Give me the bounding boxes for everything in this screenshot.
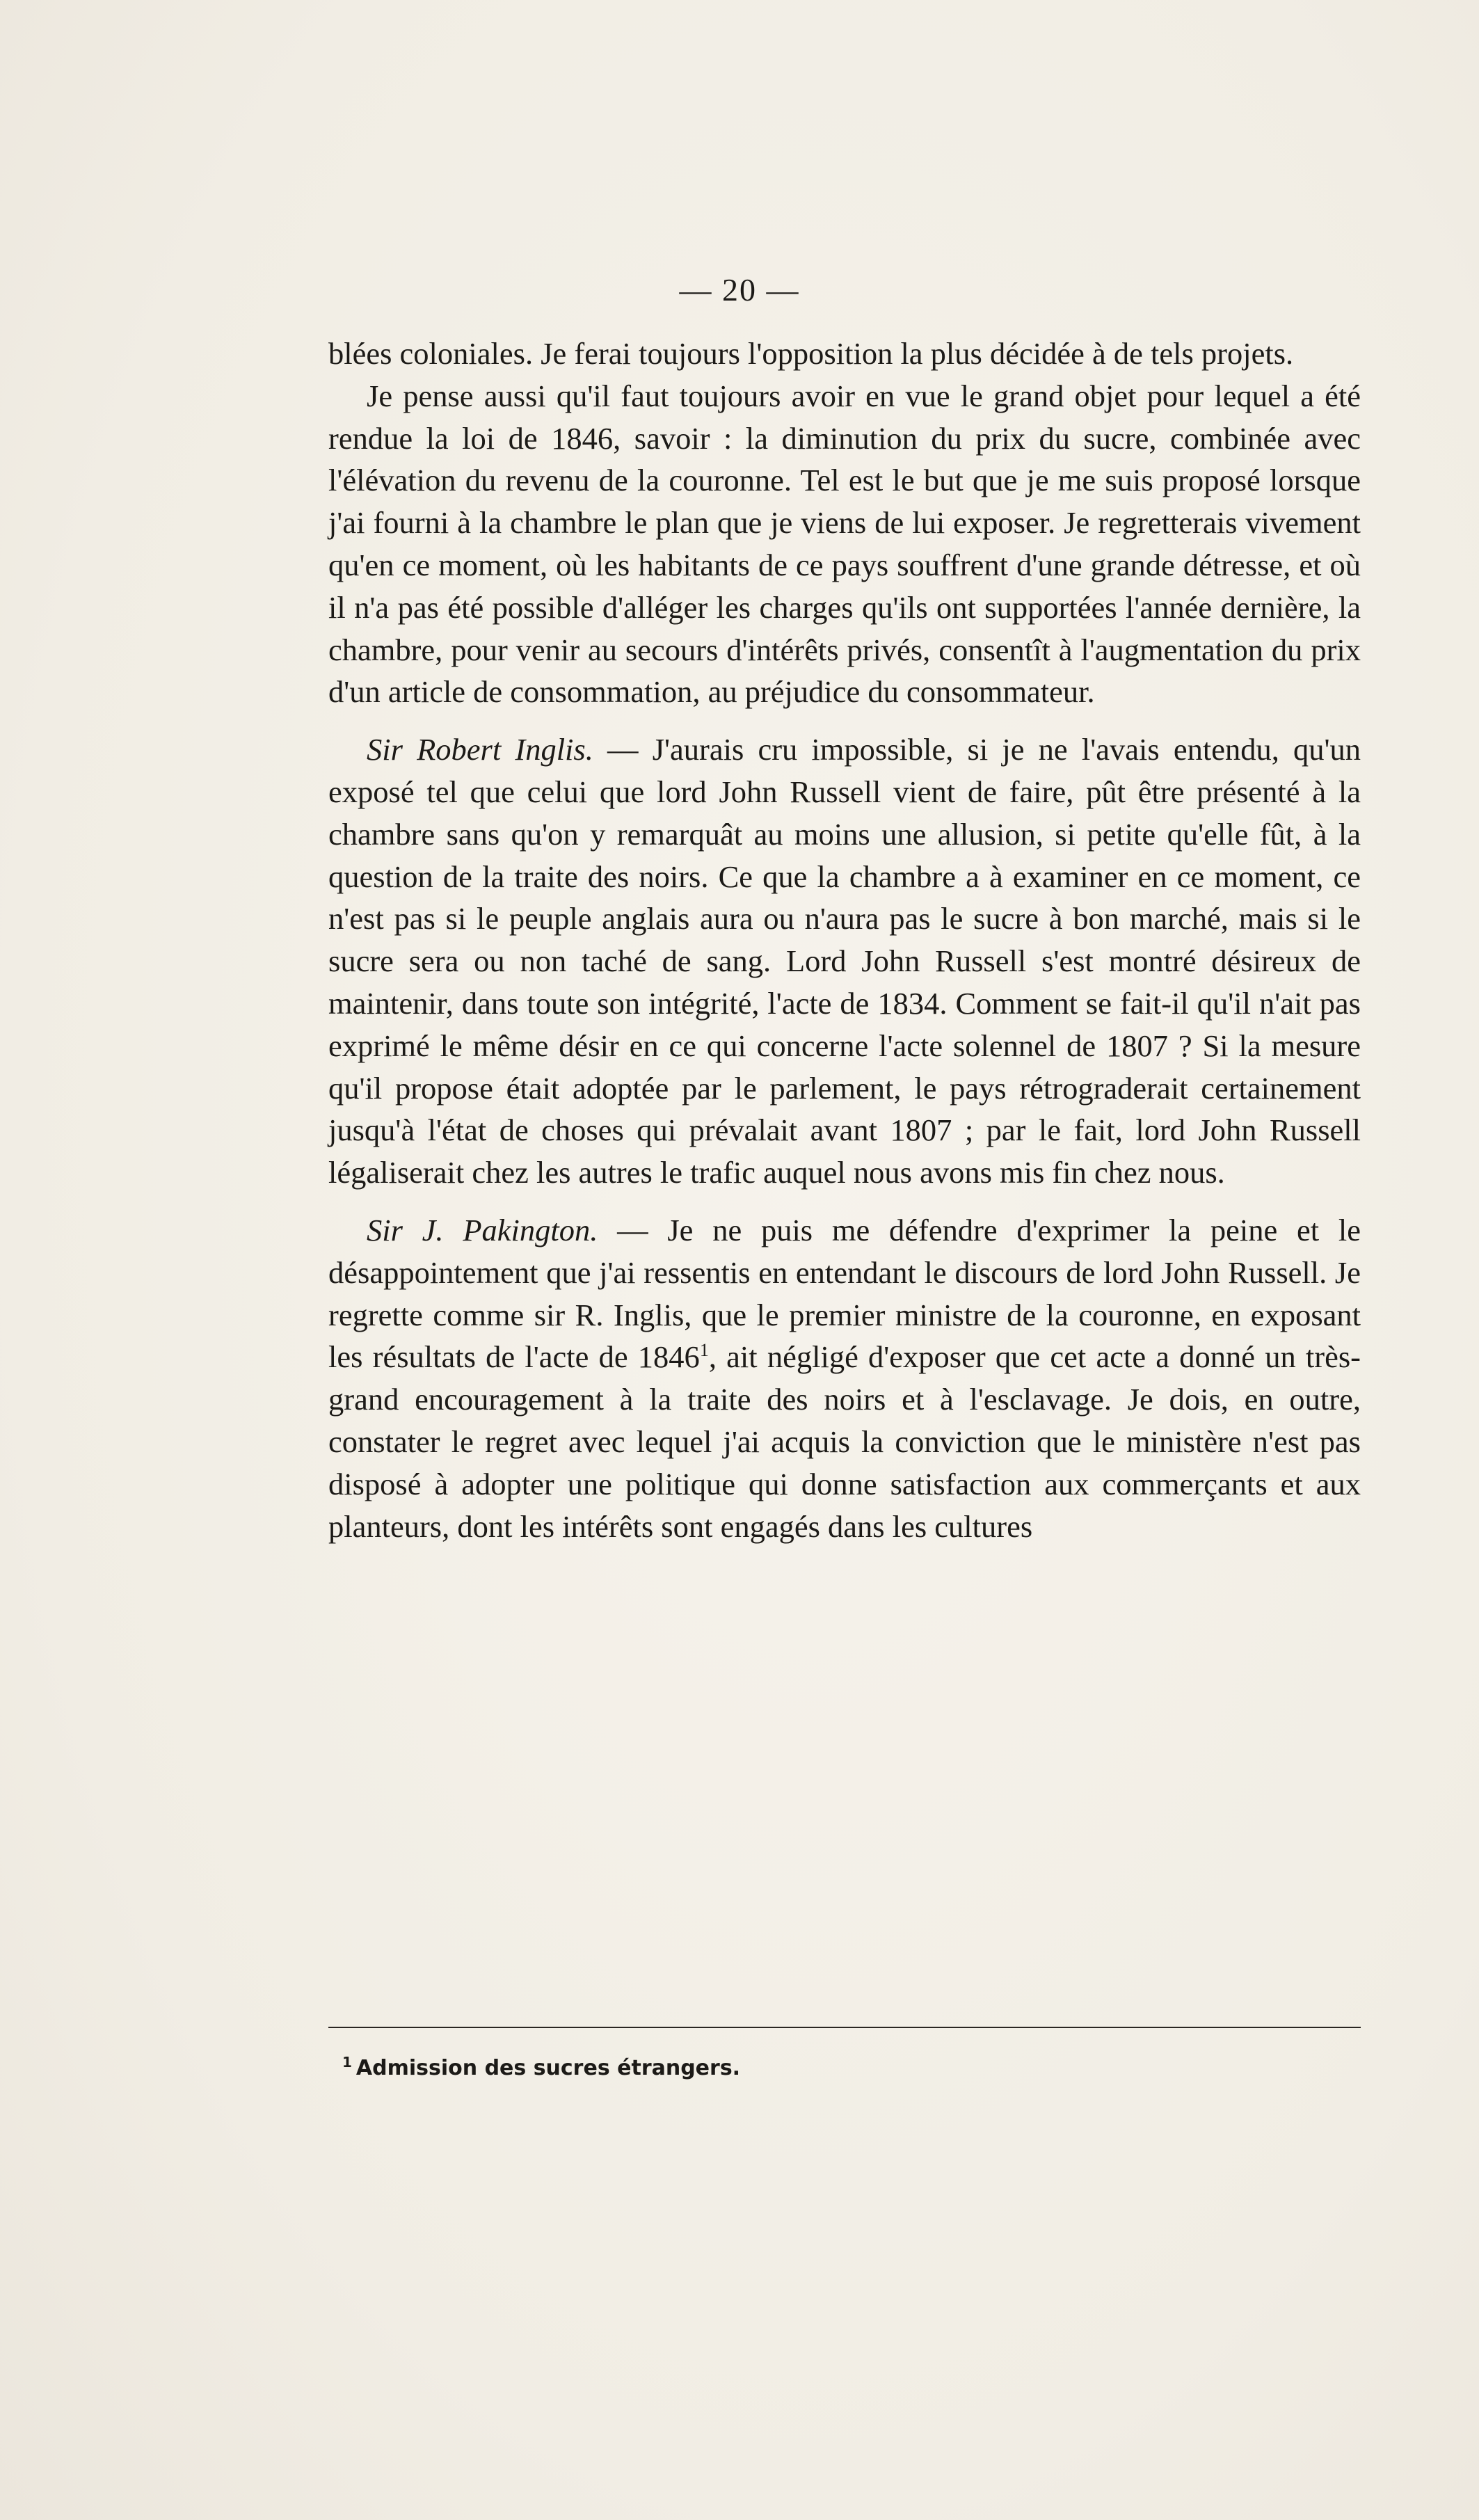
paragraph-text: Je pense aussi qu'il faut toujours avoir en vue le grand objet pour lequel a été rendue la loi de 1846, savoir : la diminution du prix du sucre, combinée avec l'élévation du revenu de la couronne. Tel est le but que je me suis proposé lorsque j'ai fourni à la chambre le plan que je viens de lui exposer. Je regretterais vivement qu'en ce moment, où les habitants de ce pays souffrent d'une grande détresse, et où il n'a pas été possible d'alléger les charges qu'ils ont supportées l'année dernière, la chambre, pour venir au secours d'intérêts privés, consentît à l'augmentation du prix d'un article de consommation, au préjudice du consommateur. xyxy=(328,378,1361,710)
footnote-text: Admission des sucres étrangers. xyxy=(355,2056,741,2080)
footnote xyxy=(342,2055,1316,2082)
paragraph-continuation xyxy=(328,333,1361,375)
speech-text: — Je ne puis me défendre d'exprimer la peine et le désappointement que j'ai ressentis en entendant le discours de lord John Russell. Je regrette comme sir R. Inglis, que le premier ministre de la couronne, en exposant les résultats de l'acte de 1846 xyxy=(328,1212,1361,1375)
paragraph-text: blées coloniales. Je ferai toujours l'opposition la plus décidée à de tels projets. xyxy=(328,336,1294,371)
speech-text-continued: , ait négligé d'exposer que cet acte a donné un très-grand encouragement à la traite des noirs et à l'esclavage. Je dois, en outre, constater le regret avec lequel j'ai acquis la conviction que le ministère n'est pas disposé à adopter une politique qui donne satisfaction aux commerçants et aux planteurs, dont les intérêts sont engagés dans les cultures xyxy=(328,1339,1361,1544)
body-text xyxy=(328,333,1361,1547)
footnote-divider xyxy=(328,2027,1361,2028)
footnote-reference[interactable]: 1 xyxy=(699,1340,709,1361)
speech-inglis xyxy=(328,728,1361,1194)
speech-pakington xyxy=(328,1209,1361,1547)
speaker-name: Sir J. Pakington. xyxy=(367,1212,598,1247)
page-number: — 20 — xyxy=(679,272,800,308)
paragraph xyxy=(328,375,1361,713)
footnote-mark: 1 xyxy=(342,2054,352,2071)
speech-text: — J'aurais cru impossible, si je ne l'avais entendu, qu'un exposé tel que celui que lord John Russell vient de faire, pût être présenté à la chambre sans qu'on y remarquât au moins une allusion, si petite qu'elle fût, à la question de la traite des noirs. Ce que la chambre a à examiner en ce moment, ce n'est pas si le peuple anglais aura ou n'aura pas le sucre à bon marché, mais si le sucre sera ou non taché de sang. Lord John Russell s'est montré désireux de maintenir, dans toute son intégrité, l'acte de 1834. Comment se fait-il qu'il n'ait pas exprimé le même désir en ce qui concerne l'acte solennel de 1807 ? Si la mesure qu'il propose était adoptée par le parlement, le pays rétrograderait certainement jusqu'à l'état de choses qui prévalait avant 1807 ; par le fait, lord John Russell légaliserait chez les autres le trafic auquel nous avons mis fin chez nous. xyxy=(328,732,1361,1190)
speaker-name: Sir Robert Inglis. xyxy=(367,732,593,767)
